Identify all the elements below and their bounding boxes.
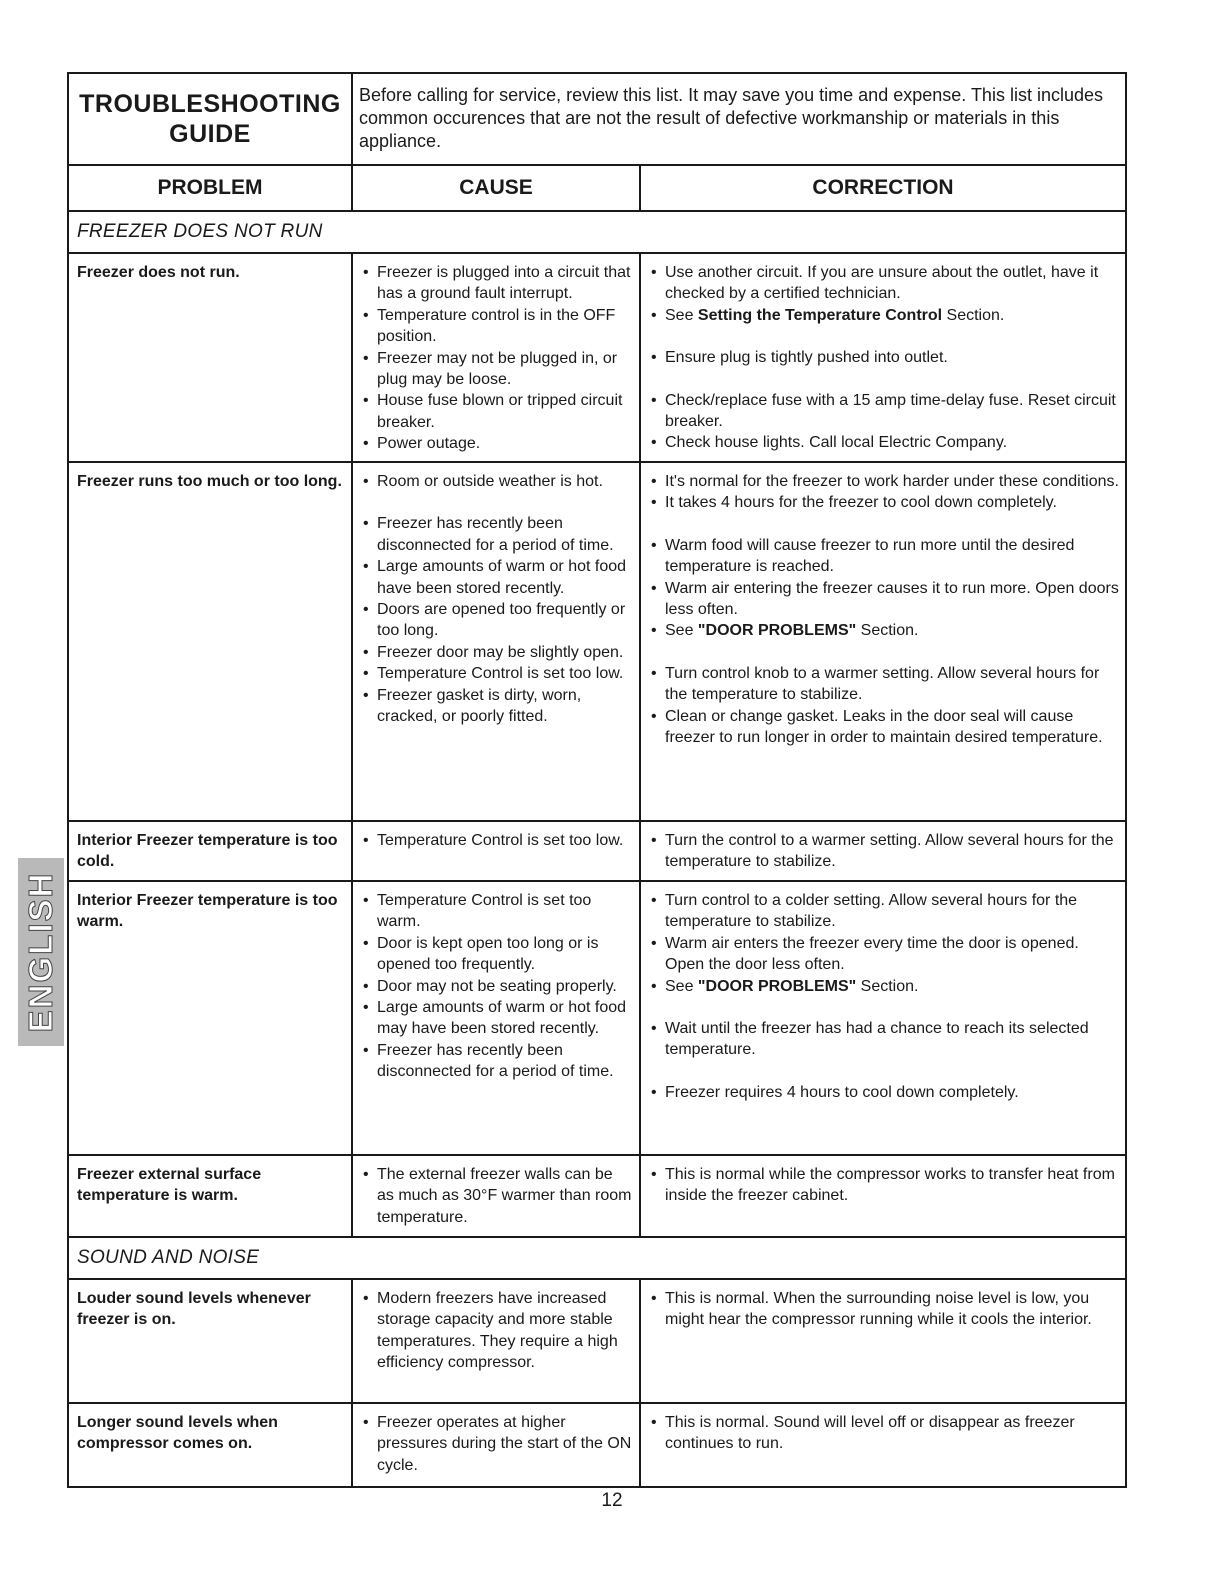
language-tab bbox=[18, 858, 64, 1046]
correction-reference: Setting the Temperature Control bbox=[697, 306, 943, 324]
problem-cell: Freezer external surface temperature is warm. bbox=[69, 1156, 353, 1236]
correction-item: • It's normal for the freezer to work harder under these conditions. bbox=[649, 471, 1119, 492]
column-headers bbox=[69, 166, 1125, 212]
correction-cell bbox=[641, 1280, 1125, 1402]
cause-item: • Doors are opened too frequently or too long. bbox=[361, 599, 633, 642]
cause-item: • Temperature Control is set too low. bbox=[361, 830, 633, 851]
cause-item: • Freezer has recently been disconnected for a period of time. bbox=[361, 513, 633, 556]
cause-item: • Freezer operates at higher pressures during the start of the ON cycle. bbox=[361, 1412, 633, 1476]
correction-cell bbox=[641, 463, 1125, 820]
problem-cell: Freezer does not run. bbox=[69, 254, 353, 461]
cause-cell bbox=[353, 463, 641, 820]
correction-item: • Freezer requires 4 hours to cool down completely. bbox=[649, 1082, 1119, 1103]
cause-item: • House fuse blown or tripped circuit breaker. bbox=[361, 390, 633, 433]
correction-reference: "DOOR PROBLEMS" bbox=[697, 977, 857, 995]
correction-text: Section. bbox=[856, 977, 919, 995]
correction-item: • Warm food will cause freezer to run more until the desired temperature is reached. bbox=[649, 535, 1119, 578]
correction-cell bbox=[641, 1404, 1125, 1486]
correction-text: See bbox=[665, 977, 698, 995]
table-row bbox=[69, 882, 1125, 1156]
correction-item: • This is normal while the compressor works to transfer heat from inside the freezer cabinet. bbox=[649, 1164, 1119, 1207]
correction-item bbox=[649, 305, 1119, 326]
problem-cell: Louder sound levels whenever freezer is on. bbox=[69, 1280, 353, 1402]
correction-cell bbox=[641, 254, 1125, 461]
cause-cell bbox=[353, 1156, 641, 1236]
table-row bbox=[69, 1404, 1125, 1486]
cause-header: CAUSE bbox=[353, 166, 641, 210]
problem-header: PROBLEM bbox=[69, 166, 353, 210]
correction-text: See bbox=[665, 622, 698, 640]
correction-text: Section. bbox=[856, 622, 919, 640]
cause-item: • Freezer has recently been disconnected for a period of time. bbox=[361, 1040, 633, 1083]
problem-cell: Freezer runs too much or too long. bbox=[69, 463, 353, 820]
problem-cell: Longer sound levels when compressor comes on. bbox=[69, 1404, 353, 1486]
correction-item: • Turn control to a colder setting. Allow several hours for the temperature to stabilize. bbox=[649, 890, 1119, 933]
cause-item: • Freezer gasket is dirty, worn, cracked, or poorly fitted. bbox=[361, 685, 633, 728]
correction-item: • Turn control knob to a warmer setting. Allow several hours for the temperature to stabilize. bbox=[649, 663, 1119, 706]
guide-header bbox=[69, 74, 1125, 166]
troubleshooting-table bbox=[67, 72, 1127, 1488]
cause-item: • Door is kept open too long or is opened too frequently. bbox=[361, 933, 633, 976]
cause-item: • Freezer is plugged into a circuit that has a ground fault interrupt. bbox=[361, 262, 633, 305]
correction-item: • Use another circuit. If you are unsure about the outlet, have it checked by a certified technician. bbox=[649, 262, 1119, 305]
cause-item: • Door may not be seating properly. bbox=[361, 976, 633, 997]
cause-cell bbox=[353, 822, 641, 880]
correction-item: • Check house lights. Call local Electric Company. bbox=[649, 432, 1119, 453]
cause-item: • Large amounts of warm or hot food may have been stored recently. bbox=[361, 997, 633, 1040]
correction-header: CORRECTION bbox=[812, 176, 954, 199]
cause-item: • Freezer door may be slightly open. bbox=[361, 642, 633, 663]
correction-item: • Clean or change gasket. Leaks in the door seal will cause freezer to run longer in order to maintain desired temperature. bbox=[649, 706, 1119, 749]
correction-item bbox=[649, 620, 1119, 641]
correction-item: • It takes 4 hours for the freezer to cool down completely. bbox=[649, 492, 1119, 513]
correction-item: • Wait until the freezer has had a chance to reach its selected temperature. bbox=[649, 1018, 1119, 1061]
cause-cell bbox=[353, 1280, 641, 1402]
cause-item: • Modern freezers have increased storage capacity and more stable temperatures. They require a high efficiency compressor. bbox=[361, 1288, 633, 1374]
cause-item: • Temperature Control is set too low. bbox=[361, 663, 633, 684]
correction-text: Section. bbox=[942, 306, 1005, 324]
table-row bbox=[69, 822, 1125, 882]
correction-reference: "DOOR PROBLEMS" bbox=[697, 622, 857, 640]
correction-item: • This is normal. Sound will level off or disappear as freezer continues to run. bbox=[649, 1412, 1119, 1455]
section-heading: SOUND AND NOISE bbox=[69, 1238, 1125, 1280]
table-row bbox=[69, 254, 1125, 463]
cause-cell bbox=[353, 1404, 641, 1486]
intro-text: Before calling for service, review this list. It may save you time and expense. This list includes common occurences that are not the result of defective workmanship or materials in this appliance. bbox=[359, 85, 1103, 151]
section-heading: FREEZER DOES NOT RUN bbox=[69, 212, 1125, 254]
guide-title-line1: TROUBLESHOOTING bbox=[79, 90, 341, 118]
cause-item: • Power outage. bbox=[361, 433, 633, 454]
table-row bbox=[69, 463, 1125, 822]
cause-item: • The external freezer walls can be as much as 30°F warmer than room temperature. bbox=[361, 1164, 633, 1228]
cause-item: • Large amounts of warm or hot food have been stored recently. bbox=[361, 556, 633, 599]
page-number: 12 bbox=[601, 1490, 623, 1511]
cause-item: • Freezer may not be plugged in, or plug may be loose. bbox=[361, 348, 633, 391]
problem-cell: Interior Freezer temperature is too cold. bbox=[69, 822, 353, 880]
correction-cell bbox=[641, 1156, 1125, 1236]
guide-title-line2: GUIDE bbox=[169, 120, 251, 148]
table-row bbox=[69, 1156, 1125, 1238]
correction-item: • Warm air entering the freezer causes it to run more. Open doors less often. bbox=[649, 578, 1119, 621]
correction-item: • Ensure plug is tightly pushed into outlet. bbox=[649, 347, 1119, 368]
correction-item: • This is normal. When the surrounding noise level is low, you might hear the compressor running while it cools the interior. bbox=[649, 1288, 1119, 1331]
cause-cell bbox=[353, 254, 641, 461]
correction-cell bbox=[641, 882, 1125, 1154]
correction-text: See bbox=[665, 306, 698, 324]
correction-item bbox=[649, 976, 1119, 997]
correction-item: • Turn the control to a warmer setting. Allow several hours for the temperature to stabilize. bbox=[649, 830, 1119, 873]
guide-title bbox=[69, 74, 353, 164]
problem-cell: Interior Freezer temperature is too warm. bbox=[69, 882, 353, 1154]
cause-item: • Temperature Control is set too warm. bbox=[361, 890, 633, 933]
cause-item: • Temperature control is in the OFF position. bbox=[361, 305, 633, 348]
correction-item: • Warm air enters the freezer every time the door is opened. Open the door less often. bbox=[649, 933, 1119, 976]
language-tab-label: ENGLISH bbox=[22, 871, 59, 1033]
cause-item: • Room or outside weather is hot. bbox=[361, 471, 633, 492]
correction-item: • Check/replace fuse with a 15 amp time-delay fuse. Reset circuit breaker. bbox=[649, 390, 1119, 433]
cause-cell bbox=[353, 882, 641, 1154]
table-row bbox=[69, 1280, 1125, 1404]
correction-cell bbox=[641, 822, 1125, 880]
